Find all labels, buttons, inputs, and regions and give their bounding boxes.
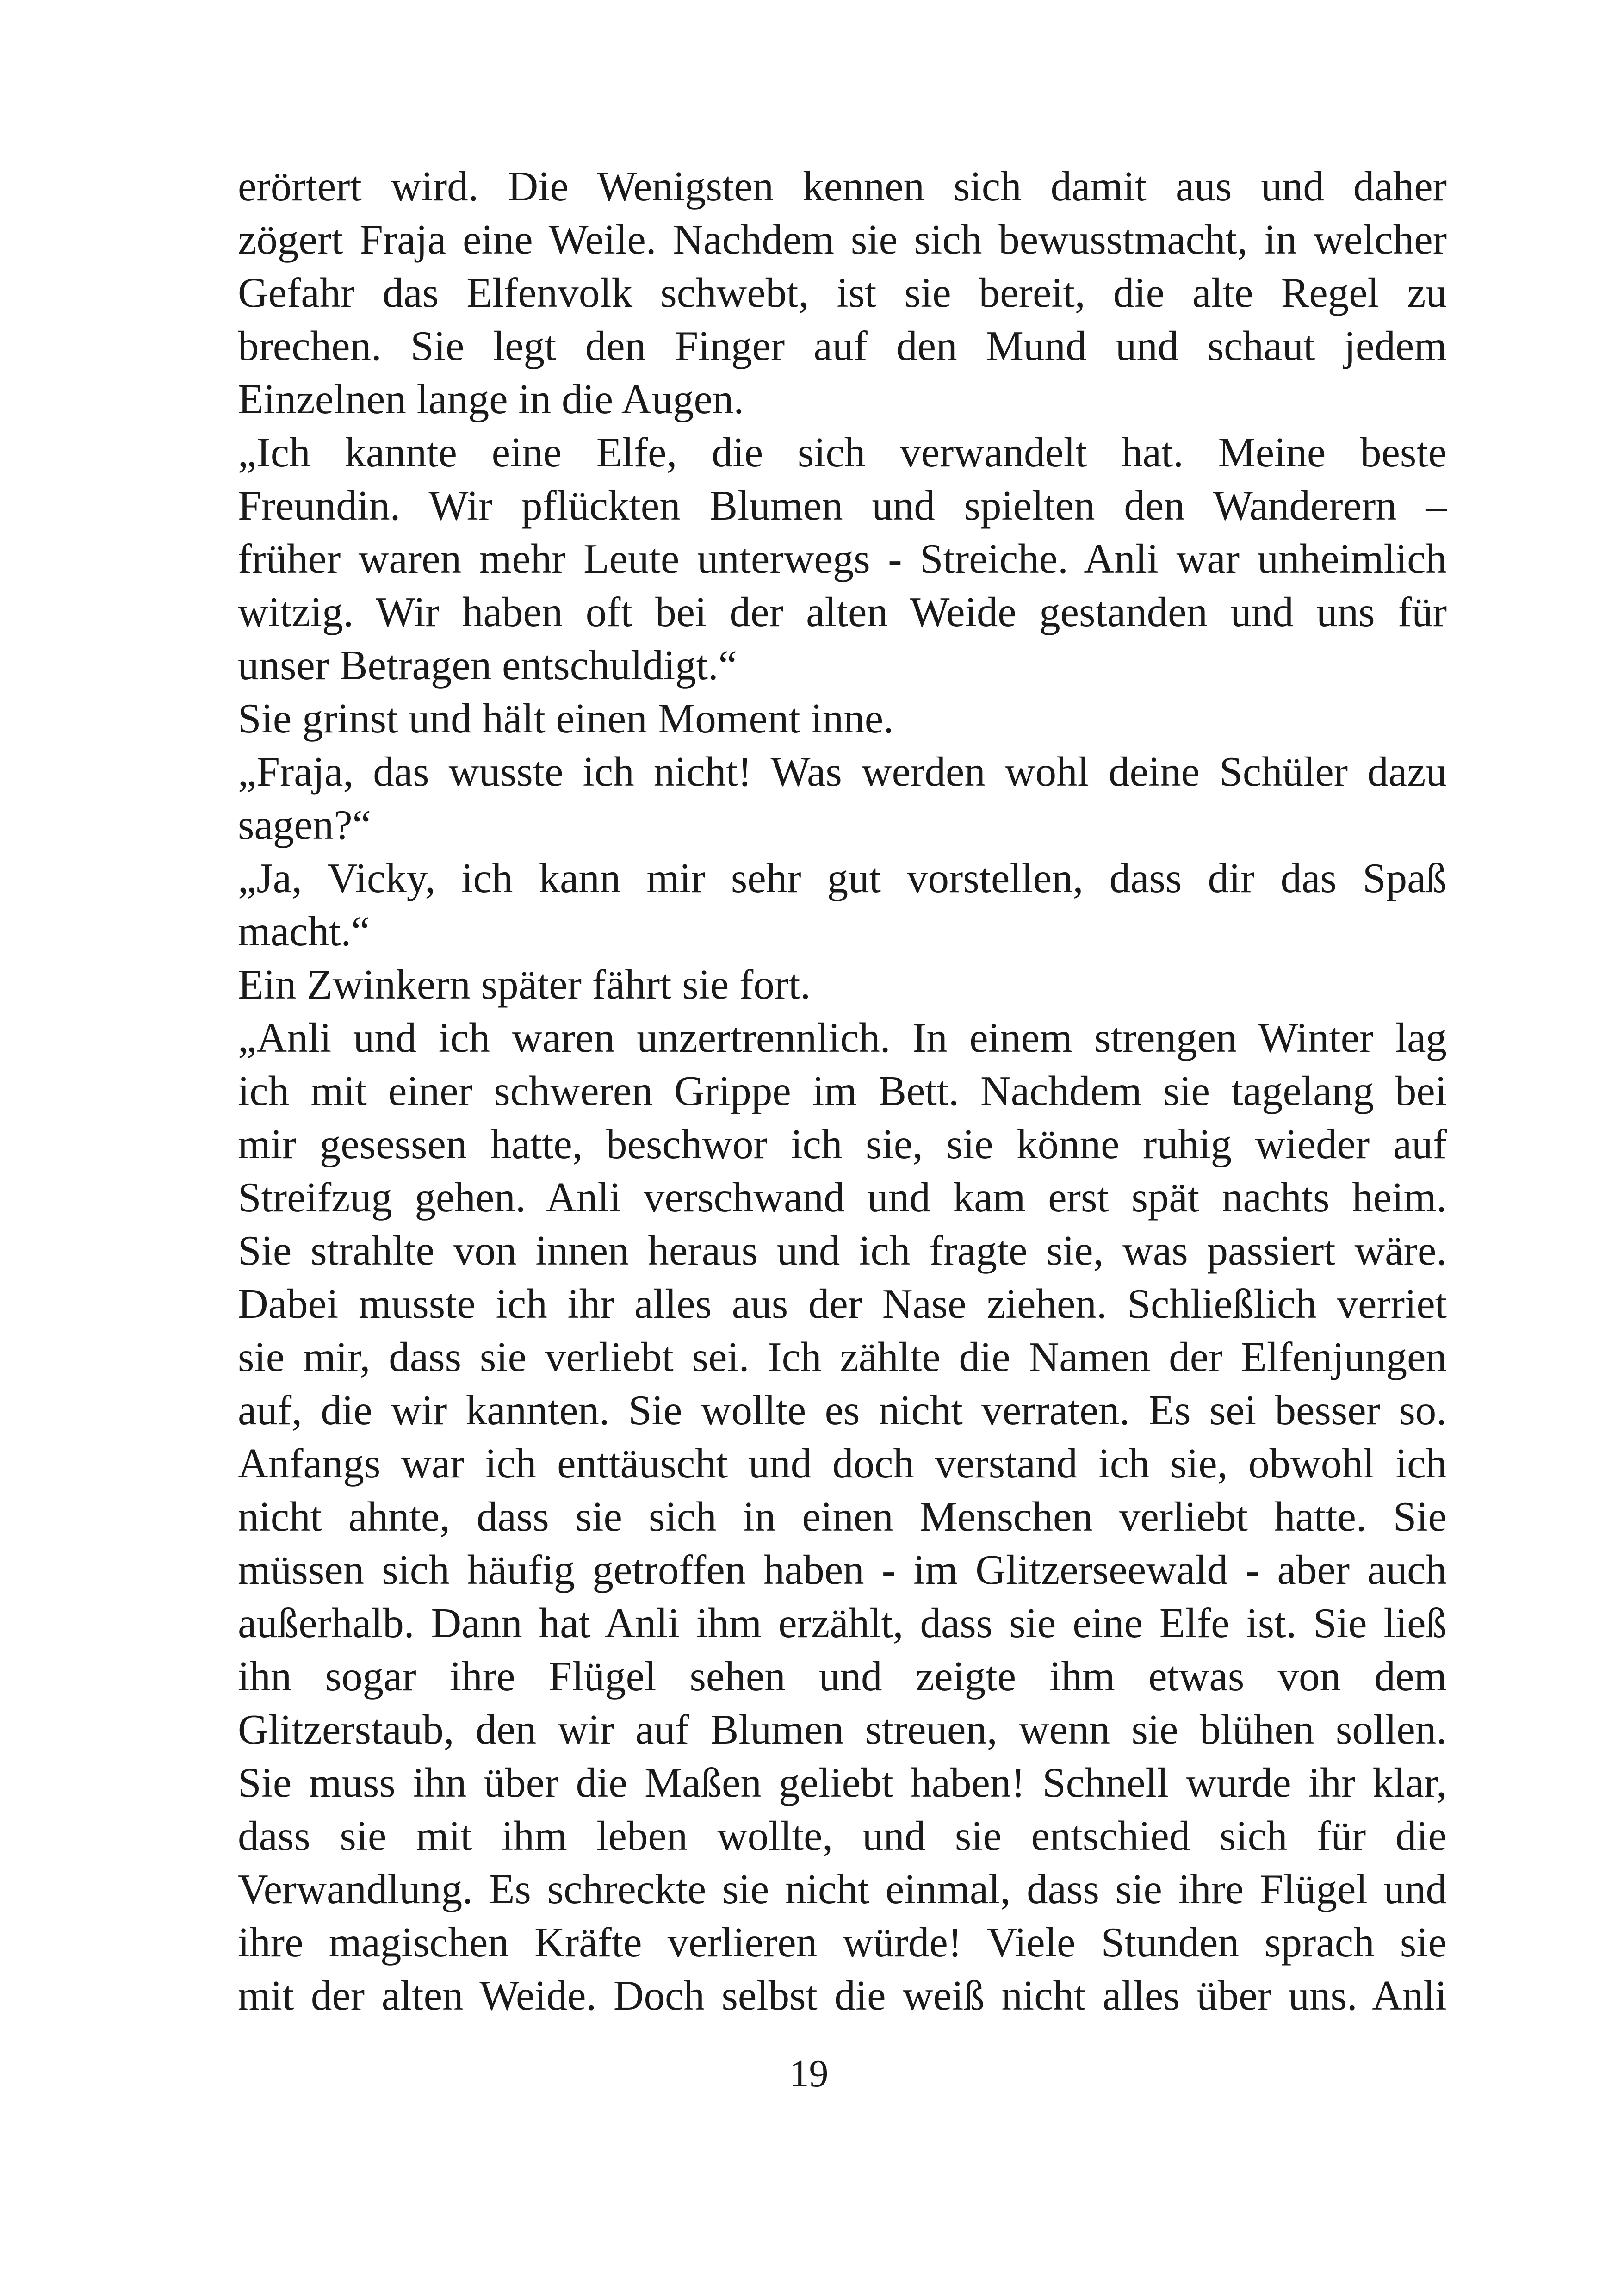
text-line: auf, die wir kannten. Sie wollte es nicht verraten. Es sei besser so.: [238, 1387, 1447, 1433]
text-line: Dabei musste ich ihr alles aus der Nase ziehen. Schließlich verriet: [238, 1280, 1447, 1327]
text-line: Freundin. Wir pflückten Blumen und spielten den Wanderern –: [238, 482, 1447, 529]
text-line: mit der alten Weide. Doch selbst die weiß nicht alles über uns. Anli: [238, 1972, 1447, 2019]
text-line: außerhalb. Dann hat Anli ihm erzählt, dass sie eine Elfe ist. Sie ließ: [238, 1600, 1447, 1646]
text-line: ich mit einer schweren Grippe im Bett. Nachdem sie tagelang bei: [238, 1067, 1447, 1114]
body-text: [238, 160, 1447, 2022]
text-line: „Ich kannte eine Elfe, die sich verwandelt hat. Meine beste: [238, 429, 1447, 476]
text-line: zögert Fraja eine Weile. Nachdem sie sich bewusstmacht, in welcher: [238, 216, 1447, 263]
text-line: ihre magischen Kräfte verlieren würde! Viele Stunden sprach sie: [238, 1919, 1447, 1966]
text-line: sie mir, dass sie verliebt sei. Ich zählte die Namen der Elfenjungen: [238, 1334, 1447, 1380]
text-line: Sie muss ihn über die Maßen geliebt haben! Schnell wurde ihr klar,: [238, 1759, 1447, 1806]
text-line: müssen sich häufig getroffen haben - im Glitzerseewald - aber auch: [238, 1546, 1447, 1593]
text-line: früher waren mehr Leute unterwegs - Streiche. Anli war unheimlich: [238, 535, 1447, 582]
text-line: „Anli und ich waren unzertrennlich. In einem strengen Winter lag: [238, 1014, 1447, 1061]
text-line: „Ja, Vicky, ich kann mir sehr gut vorstellen, dass dir das Spaß: [238, 855, 1447, 901]
text-line: Glitzerstaub, den wir auf Blumen streuen, wenn sie blühen sollen.: [238, 1706, 1447, 1753]
page-number: 19: [789, 2052, 829, 2095]
text-line: macht.“: [238, 908, 370, 955]
text-line: Anfangs war ich enttäuscht und doch verstand ich sie, obwohl ich: [238, 1440, 1447, 1487]
text-line: brechen. Sie legt den Finger auf den Mund und schaut jedem: [238, 323, 1447, 369]
text-line: Sie strahlte von innen heraus und ich fragte sie, was passiert wäre.: [238, 1227, 1447, 1274]
text-line: witzig. Wir haben oft bei der alten Weide gestanden und uns für: [238, 589, 1447, 635]
text-line: Verwandlung. Es schreckte sie nicht einmal, dass sie ihre Flügel und: [238, 1866, 1447, 1912]
text-line: dass sie mit ihm leben wollte, und sie entschied sich für die: [238, 1812, 1447, 1859]
text-line: mir gesessen hatte, beschwor ich sie, sie könne ruhig wieder auf: [238, 1121, 1447, 1167]
text-line: ihn sogar ihre Flügel sehen und zeigte ihm etwas von dem: [238, 1653, 1447, 1700]
text-line: Sie grinst und hält einen Moment inne.: [238, 695, 894, 742]
text-line: Ein Zwinkern später fährt sie fort.: [238, 961, 811, 1008]
text-line: sagen?“: [238, 801, 371, 848]
text-line: Streifzug gehen. Anli verschwand und kam erst spät nachts heim.: [238, 1174, 1447, 1221]
text-line: „Fraja, das wusste ich nicht! Was werden wohl deine Schüler dazu: [238, 748, 1447, 795]
text-line: unser Betragen entschuldigt.“: [238, 642, 738, 689]
text-line: Gefahr das Elfenvolk schwebt, ist sie bereit, die alte Regel zu: [238, 269, 1447, 316]
text-line: nicht ahnte, dass sie sich in einen Menschen verliebt hatte. Sie: [238, 1493, 1447, 1540]
text-line: erörtert wird. Die Wenigsten kennen sich damit aus und daher: [238, 163, 1447, 210]
text-line: Einzelnen lange in die Augen.: [238, 376, 744, 422]
